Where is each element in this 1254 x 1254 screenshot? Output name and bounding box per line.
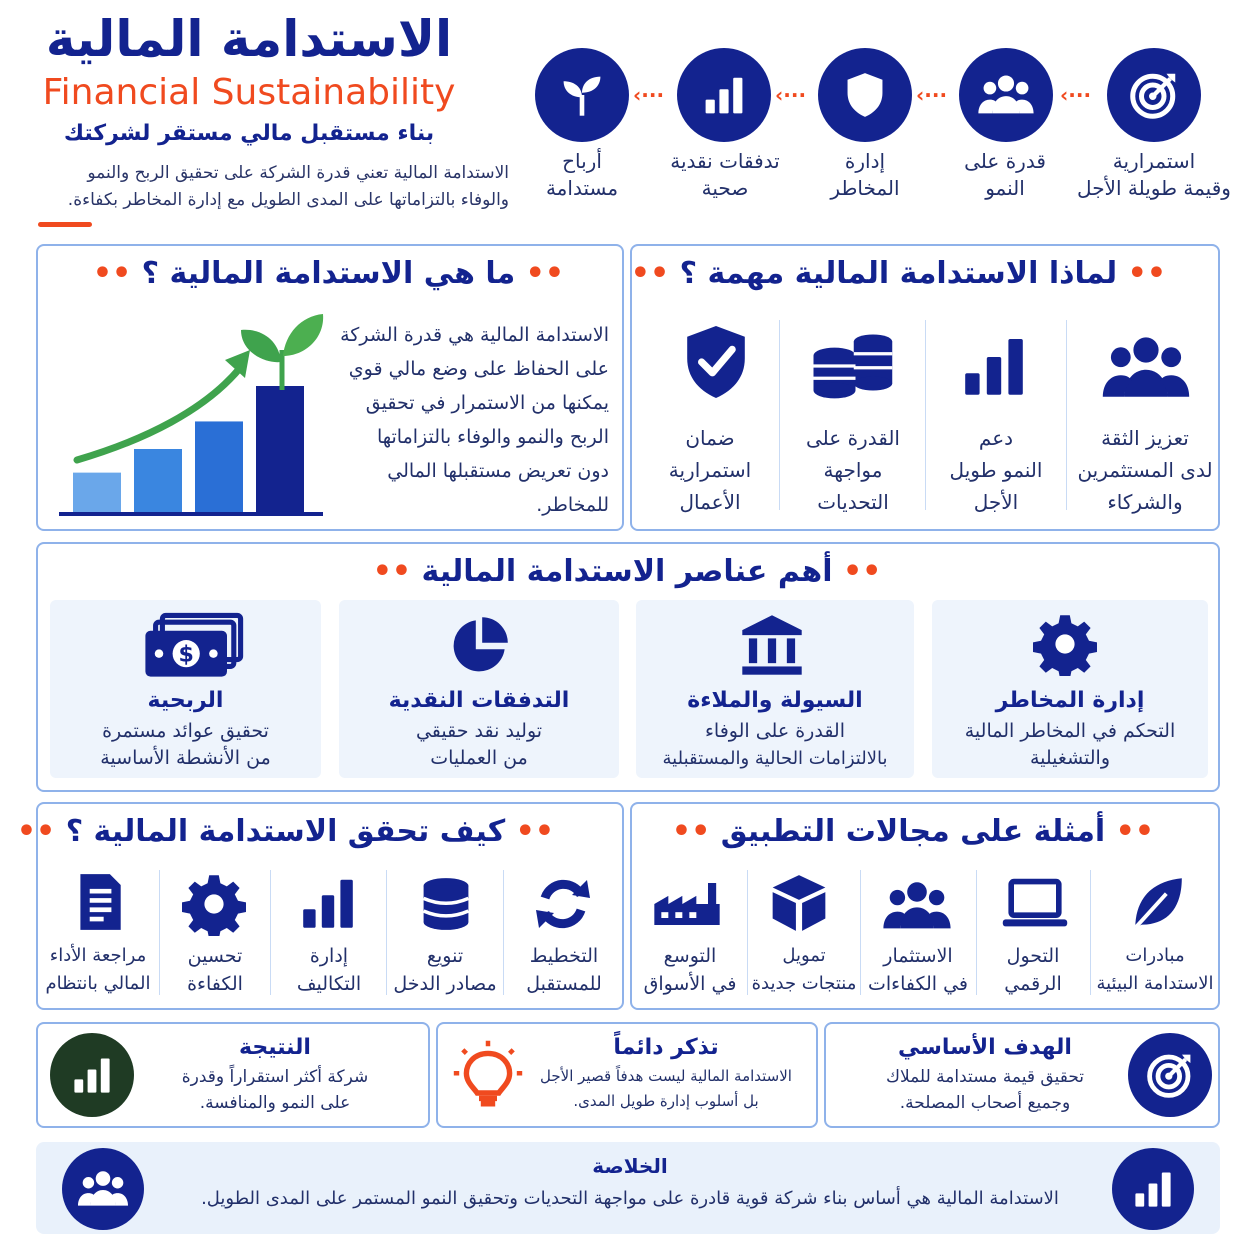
examples-title: •• أمثلة على مجالات التطبيق •• xyxy=(671,814,1154,849)
flow-label: تدفقات نقدية صحية xyxy=(670,149,780,200)
growth-bar xyxy=(256,386,304,512)
element-item: التدفقات النقدية توليد نقد حقيقي من العمليات xyxy=(339,684,619,772)
element-item: السيولة والملاءة القدرة على الوفاء بالالتزامات الحالية والمستقبلية xyxy=(636,684,914,772)
how-title: •• كيف تحقق الاستدامة المالية ؟ •• xyxy=(16,814,554,849)
plant-leaf-right xyxy=(283,314,323,356)
what-is-title: •• ما هي الاستدامة المالية ؟ •• xyxy=(92,256,564,291)
bar-chart-icon xyxy=(1131,1167,1175,1211)
coins-icon xyxy=(810,330,894,402)
header-underline xyxy=(38,222,92,227)
example-item-label: الاستثمار في الكفاءات xyxy=(867,945,969,995)
divider xyxy=(503,870,504,995)
element-title: إدارة المخاطر xyxy=(995,688,1145,713)
why-item-label: ضمان استمرارية الأعمال xyxy=(668,426,752,514)
example-item-label: مبادرات الاستدامة البيئية xyxy=(1096,945,1214,994)
element-title: السيولة والملاءة xyxy=(687,688,863,713)
flow-label: إدارة المخاطر xyxy=(830,149,900,200)
how-item-label: مراجعة الأداء المالي بانتظام xyxy=(45,945,151,994)
result-content: النتيجة شركة أكثر استقراراً وقدرة على النمو والمنافسة. xyxy=(140,1032,410,1116)
page-subtitle: بناء مستقبل مالي مستقر لشركتك xyxy=(63,121,435,146)
example-item-label: تمويل منتجات جديدة xyxy=(751,945,857,994)
why-item-label: دعم النمو طويل الأجل xyxy=(949,426,1043,514)
flow-sprout-circle xyxy=(535,48,629,142)
what-is-text: الاستدامة المالية هي قدرة الشركة على الحفاظ على وضع مالي قوي يمكنها من الاستمرار في تحقيق الربح والنمو والوفاء بالتزاماتها دون تعريض مستقبلها المالي للمخاطر. xyxy=(340,324,609,516)
element-item: الربحية تحقيق عوائد مستمرة من الأنشطة الأساسية xyxy=(50,684,321,772)
shield-check-icon xyxy=(680,322,752,402)
target-icon xyxy=(1146,1051,1194,1099)
flow-arrow: ···› xyxy=(775,83,807,107)
how-item-label: تنويع مصادر الدخل xyxy=(393,945,497,995)
divider xyxy=(925,320,926,510)
flow-label: استمرارية وقيمة طويلة الأجل xyxy=(1077,149,1231,200)
header-description-line2: والوفاء بالتزاماتها على المدى الطويل مع إدارة المخاطر بكفاءة. xyxy=(67,190,509,210)
header-description xyxy=(9,160,509,214)
divider xyxy=(976,870,977,995)
remember-content: تذكر دائماً الاستدامة المالية ليست هدفاً قصير الأجل بل أسلوب إدارة طويل المدى. xyxy=(520,1032,812,1114)
example-item-label: التحول الرقمي xyxy=(1004,945,1062,995)
element-item: إدارة المخاطر التحكم في المخاطر المالية والتشغيلية xyxy=(932,684,1208,772)
gear-icon xyxy=(1033,612,1097,676)
summary-title: الخلاصة xyxy=(592,1154,668,1178)
divider xyxy=(1090,870,1091,995)
leaf-icon xyxy=(1126,872,1188,934)
flow-arrow: ···› xyxy=(916,83,948,107)
flow-shield-circle xyxy=(818,48,912,142)
people-icon xyxy=(78,1168,128,1210)
result-title: النتيجة xyxy=(239,1035,311,1060)
database-icon xyxy=(418,874,474,934)
gear-icon xyxy=(182,872,246,936)
growth-bar xyxy=(134,449,182,512)
page-title: الاستدامة المالية xyxy=(45,10,453,68)
bar-chart-icon xyxy=(955,330,1033,402)
element-title: الربحية xyxy=(147,688,224,713)
flow-label: قدرة على النمو xyxy=(964,149,1046,200)
elements-title: •• أهم عناصر الاستدامة المالية •• xyxy=(372,554,882,589)
laptop-icon xyxy=(1000,876,1070,932)
sprout-icon xyxy=(559,72,605,118)
refresh-icon xyxy=(533,874,593,934)
flow-target-circle xyxy=(1107,48,1201,142)
growth-bar xyxy=(73,473,121,512)
lightbulb-icon xyxy=(452,1034,524,1116)
target-icon xyxy=(1129,70,1179,120)
money-icon xyxy=(136,612,250,680)
document-icon xyxy=(68,870,130,934)
result-chart-circle xyxy=(50,1033,134,1117)
people-icon xyxy=(1100,332,1192,404)
bar-chart-icon xyxy=(70,1053,114,1097)
bank-icon xyxy=(738,612,806,678)
bar-chart-icon xyxy=(297,872,359,934)
summary-text: الاستدامة المالية هي أساس بناء شركة قوية قادرة على مواجهة التحديات وتحقيق النمو المستمر على المدى الطويل. xyxy=(201,1188,1059,1209)
how-item-label: إدارة التكاليف xyxy=(296,945,362,995)
factory-icon xyxy=(652,876,722,932)
example-item-label: التوسع في الأسواق xyxy=(643,945,737,995)
flow-chart-circle xyxy=(677,48,771,142)
summary-content xyxy=(160,1150,1100,1216)
divider xyxy=(386,870,387,995)
flow-label: أرباح مستدامة xyxy=(545,149,619,200)
divider xyxy=(270,870,271,995)
shield-check-icon xyxy=(843,71,887,119)
header-description-line1: الاستدامة المالية تعني قدرة الشركة على تحقيق الربح والنمو xyxy=(87,163,509,183)
goal-target-circle xyxy=(1128,1033,1212,1117)
flow-arrow: ···› xyxy=(633,83,665,107)
growth-bar xyxy=(195,421,243,512)
box-icon xyxy=(768,872,830,934)
goal-content: الهدف الأساسي تحقيق قيمة مستدامة للملاك وجميع أصحاب المصلحة. xyxy=(840,1032,1130,1116)
element-title: التدفقات النقدية xyxy=(388,688,570,713)
header-block xyxy=(14,8,484,152)
people-icon xyxy=(978,72,1034,118)
divider xyxy=(747,870,748,995)
page-title-english: Financial Sustainability xyxy=(42,72,456,113)
summary-people-circle xyxy=(62,1148,144,1230)
summary-chart-circle xyxy=(1112,1148,1194,1230)
flow-arrow: ···› xyxy=(1060,83,1092,107)
remember-title: تذكر دائماً xyxy=(613,1035,719,1060)
why-item-label: تعزيز الثقة لدى المستثمرين والشركاء xyxy=(1077,426,1213,514)
how-item-label: تحسين الكفاءة xyxy=(187,945,243,995)
how-item-label: التخطيط للمستقبل xyxy=(526,945,602,995)
growth-chart xyxy=(55,300,335,520)
divider xyxy=(1066,320,1067,510)
divider xyxy=(860,870,861,995)
flow-people-circle xyxy=(959,48,1053,142)
why-item-label: القدرة على مواجهة التحديات xyxy=(806,426,900,514)
goal-title: الهدف الأساسي xyxy=(898,1035,1072,1060)
people-icon xyxy=(880,878,954,934)
bar-chart-icon xyxy=(701,72,747,118)
divider xyxy=(779,320,780,510)
pie-chart-icon xyxy=(446,614,512,678)
why-title: •• لماذا الاستدامة المالية مهمة ؟ •• xyxy=(630,256,1166,291)
